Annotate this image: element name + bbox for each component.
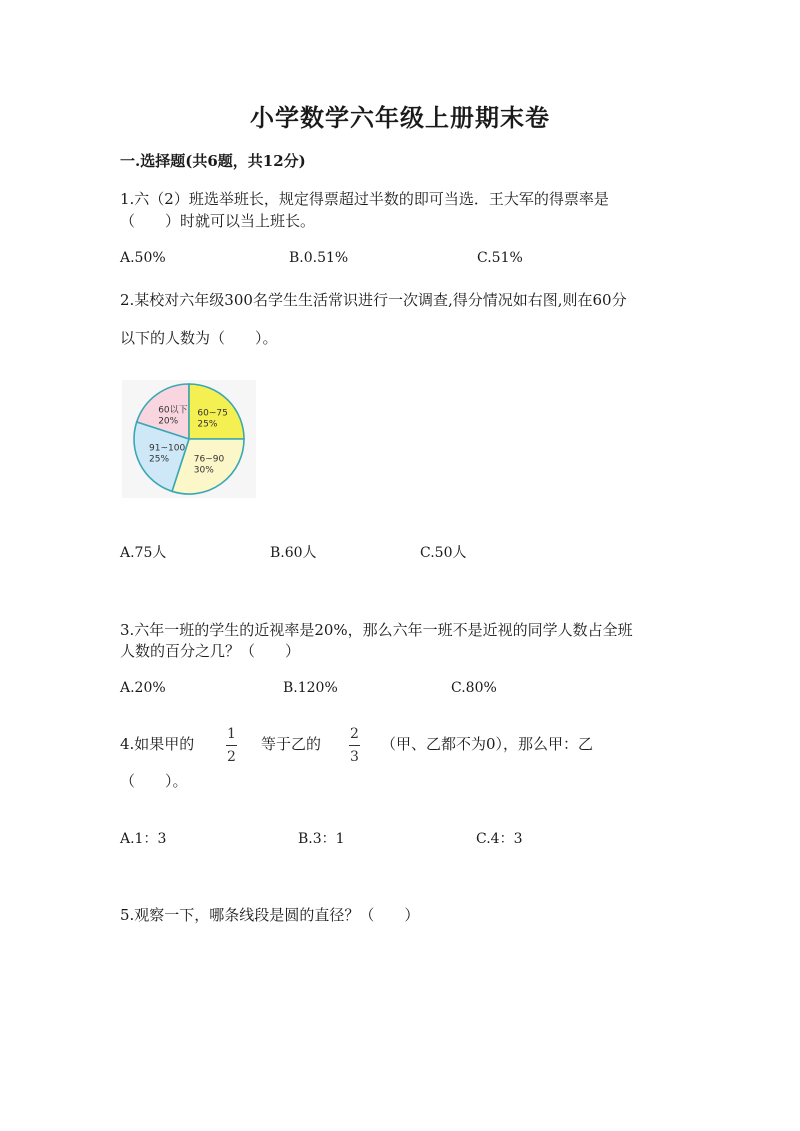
q4-option-c[interactable]: C.4：3 — [476, 831, 523, 847]
q1-option-a[interactable]: A.50% — [120, 250, 166, 266]
question-2-line-2: 以下的人数为（ ）。 — [120, 329, 278, 347]
q2-option-a[interactable]: A.75人 — [120, 545, 167, 561]
fraction-one-half — [226, 723, 237, 765]
section-heading: 一.选择题(共6题，共12分) — [120, 152, 306, 170]
pie-category-label-3: 76~90 — [193, 454, 225, 465]
fraction-1-bar — [226, 745, 237, 746]
fraction-1-denominator: 2 — [227, 749, 236, 765]
fraction-1-numerator: 1 — [227, 726, 236, 742]
fraction-2-bar — [349, 745, 360, 746]
question-4-middle: 等于乙的 — [261, 735, 322, 753]
page-title: 小学数学六年级上册期末卷 — [250, 103, 550, 132]
q3-option-a[interactable]: A.20% — [120, 680, 166, 696]
q2-option-b[interactable]: B.60人 — [270, 545, 317, 561]
pie-category-label-1: 60以下 — [158, 405, 188, 416]
q2-option-c[interactable]: C.50人 — [420, 545, 467, 561]
pie-value-label-3: 30% — [193, 465, 214, 476]
question-3-line-1: 3.六年一班的学生的近视率是20%，那么六年一班不是近视的同学人数占全班 — [120, 621, 633, 639]
question-4-prefix: 4.如果甲的 — [120, 735, 195, 753]
pie-value-label-4: 25% — [149, 454, 170, 465]
fraction-two-thirds — [349, 723, 360, 765]
question-1-line-2: （ ）时就可以当上班长。 — [120, 212, 316, 230]
question-3-line-2: 人数的百分之几？（ ） — [120, 642, 301, 660]
q3-option-c[interactable]: C.80% — [451, 680, 497, 696]
question-2-line-1: 2.某校对六年级300名学生生活常识进行一次调查,得分情况如右图,则在60分 — [120, 291, 627, 309]
fraction-2-denominator: 3 — [350, 749, 359, 765]
q4-option-b[interactable]: B.3：1 — [298, 831, 345, 847]
question-4-suffix: （甲、乙都不为0），那么甲：乙 — [381, 735, 594, 753]
q1-option-b[interactable]: B.0.51% — [289, 250, 349, 266]
q1-option-c[interactable]: C.51% — [477, 250, 523, 266]
score-pie-chart — [122, 380, 256, 498]
pie-value-label-2: 25% — [197, 419, 218, 430]
question-5-line-1: 5.观察一下，哪条线段是圆的直径？（ ） — [120, 906, 420, 924]
q4-option-a[interactable]: A.1：3 — [120, 831, 167, 847]
fraction-2-numerator: 2 — [350, 726, 359, 742]
question-4-line-2: （ ）。 — [120, 772, 188, 790]
q3-option-b[interactable]: B.120% — [283, 680, 338, 696]
pie-value-label-1: 20% — [158, 416, 179, 427]
pie-category-label-4: 91~100 — [149, 443, 186, 454]
question-1-line-1: 1.六（2）班选举班长，规定得票超过半数的即可当选．王大军的得票率是 — [120, 190, 609, 208]
pie-category-label-2: 60~75 — [197, 408, 228, 419]
